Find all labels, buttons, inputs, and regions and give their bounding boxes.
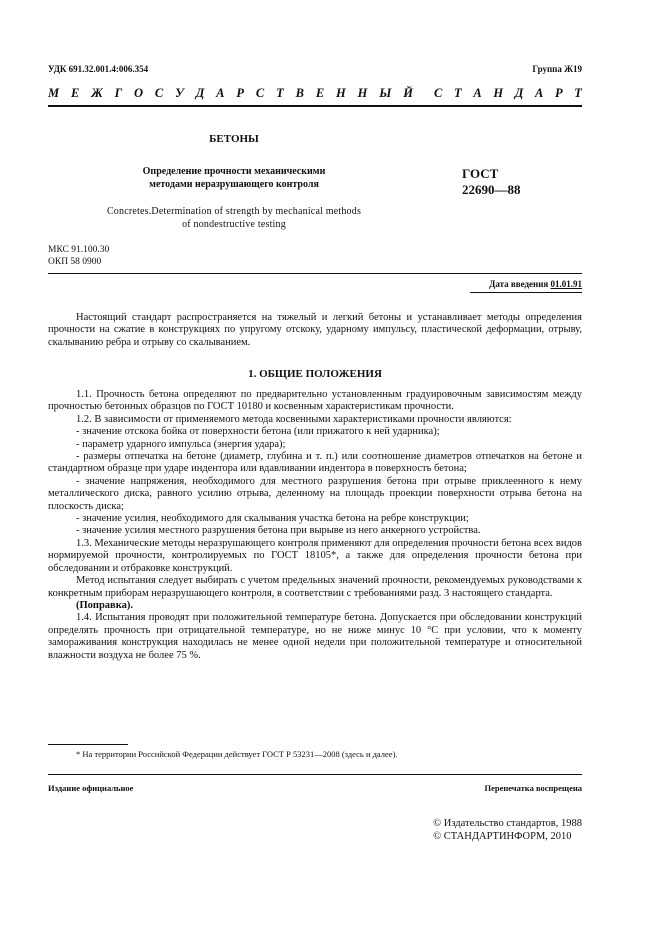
banner-letter: С [255,86,265,100]
top-header [48,64,582,78]
banner-letter: В [295,86,304,100]
banner-letter: М [48,86,60,100]
amendment-note: (Поправка). [76,599,133,611]
gost-designation [462,166,521,198]
interstate-standard-banner [48,86,582,101]
clause-1-4: 1.4. Испытания проводят при положительной температуре бетона. Допускается при обследовании конструкций определять прочность при отрицательной температуре, но не ниже минус 10 °С при условии, что к моменту замораживания конструкция находилась не менее одной недели при положительной температуре и относительной влажности воздуха не более 75 %. [48,612,582,661]
introduction-date [489,279,582,289]
banner-letter: Р [554,86,563,100]
copyright-block [433,817,582,843]
header-rule [48,105,582,107]
mks-code: МКС 91.100.30 [48,245,110,255]
banner-letter: Г [114,86,123,100]
banner-letter: У [175,86,184,100]
list-item: - значение усилия местного разрушения бетона при вырыве из него анкерного устройства. [76,525,481,537]
banner-letter: А [216,86,225,100]
banner-letter: А [534,86,544,100]
title-block-rule [48,273,582,274]
banner-letter: С [154,86,164,100]
list-item: - размеры отпечатка на бетоне (диаметр, глубина и т. п.) или соотношение диаметров отпечатков на бетоне и стандартном образце при ударе индентора или вдавливании индентора в поверхность бетона; [48,451,582,475]
english-title [48,205,420,231]
official-edition: Издание официальное [48,783,134,793]
banner-letter: С [434,86,443,100]
gost-label: ГОСТ [462,166,499,181]
english-title-line-2: of nondestructive testing [182,219,286,230]
okp-code: ОКП 58 0900 [48,257,102,267]
banner-word-standard [434,86,582,101]
clause-1-3: 1.3. Механические методы неразрушающего контроля применяют для определения прочности бетона всех видов нормируемой прочности, контролируемых по ГОСТ 18105*, а также для определения прочности бетона при обследовании и отбраковке конструкций. [48,537,582,574]
banner-letter: Д [514,86,524,100]
banner-letter: Т [276,86,284,100]
intro-text: Настоящий стандарт распространяется на тяжелый и легкий бетоны и устанавливает методы определения прочности на сжатие в конструкциях по упругому отскоку, ударному импульсу, пластической деформации, отрыву, скалыванию ребра и отрыву со скалыванием. [48,312,582,348]
banner-letter: О [134,86,144,100]
udk-code: УДК 691.32.001.4:006.354 [48,64,149,74]
banner-letter: Ы [379,86,392,100]
banner-letter: А [473,86,482,100]
banner-letter: Н [493,86,504,100]
english-title-line-1: Concretes.Determination of strength by mechanical methods [106,206,362,217]
date-rule [470,292,582,293]
footnote-rule [48,744,128,745]
standard-title: БЕТОНЫ [209,133,259,145]
banner-letter: Н [357,86,368,100]
group-code: Группа Ж19 [532,64,582,74]
banner-letter: Р [236,86,244,100]
section-heading: 1. ОБЩИЕ ПОЛОЖЕНИЯ [248,368,382,380]
copyright-1988: © Издательство стандартов, 1988 [433,818,582,829]
banner-letter: Е [315,86,325,100]
list-item: - значение усилия, необходимого для скалывания участка бетона на ребре конструкции; [76,513,469,525]
classification-codes [48,244,109,268]
date-label: Дата введения [489,279,549,289]
date-value: 01.01.91 [550,279,582,289]
list-item: - параметр ударного импульса (энергия удара); [76,438,286,450]
clause-1-3-method: Метод испытания следует выбирать с учетом предельных значений прочности, рекомендуемых руководствами к конкретным приборам неразрушающего контроля, в соответствии с требованиями разд. 3 настоящего стандарта. [48,575,582,599]
subtitle-line-1: Определение прочности механическими [142,166,326,177]
subtitle-line-2: методами неразрушающего контроля [149,179,319,190]
banner-letter: Н [336,86,346,100]
footnote: * На территории Российской Федерации действует ГОСТ Р 53231—2008 (здесь и далее). [76,749,398,759]
list-item: - значение напряжения, необходимого для местного разрушения бетона при отрыве приклеенного к нему металлического диска, равного усилию отрыва, деленному на площадь проекции поверхности отрыва бетона на плоскость диска; [48,475,582,512]
intro-paragraph [48,312,582,349]
banner-word-interstate [48,86,413,101]
banner-letter: Ж [91,86,103,100]
gost-number: 22690—88 [462,182,521,197]
section-body [48,389,582,662]
list-item: - значение отскока бойка от поверхности бетона (или прижатого к ней ударника); [76,426,440,438]
footer-rule [48,774,582,775]
standard-subtitle [48,165,420,191]
banner-letter: Т [574,86,582,100]
banner-letter: Е [71,86,80,100]
banner-letter: Д [195,86,205,100]
reprint-prohibited: Перепечатка воспрещена [484,783,582,793]
clause-1-2: 1.2. В зависимости от применяемого метода косвенными характеристиками прочности являются: [76,413,512,425]
banner-letter: Т [454,86,462,100]
copyright-2010: © СТАНДАРТИНФОРМ, 2010 [433,831,572,842]
banner-letter: Й [403,86,413,100]
clause-1-1: 1.1. Прочность бетона определяют по предварительно установленным градуировочным зависимостям между прочностью бетонных образцов по ГОСТ 10180 и косвенным характеристикам прочности. [48,389,582,413]
footer [48,783,582,793]
